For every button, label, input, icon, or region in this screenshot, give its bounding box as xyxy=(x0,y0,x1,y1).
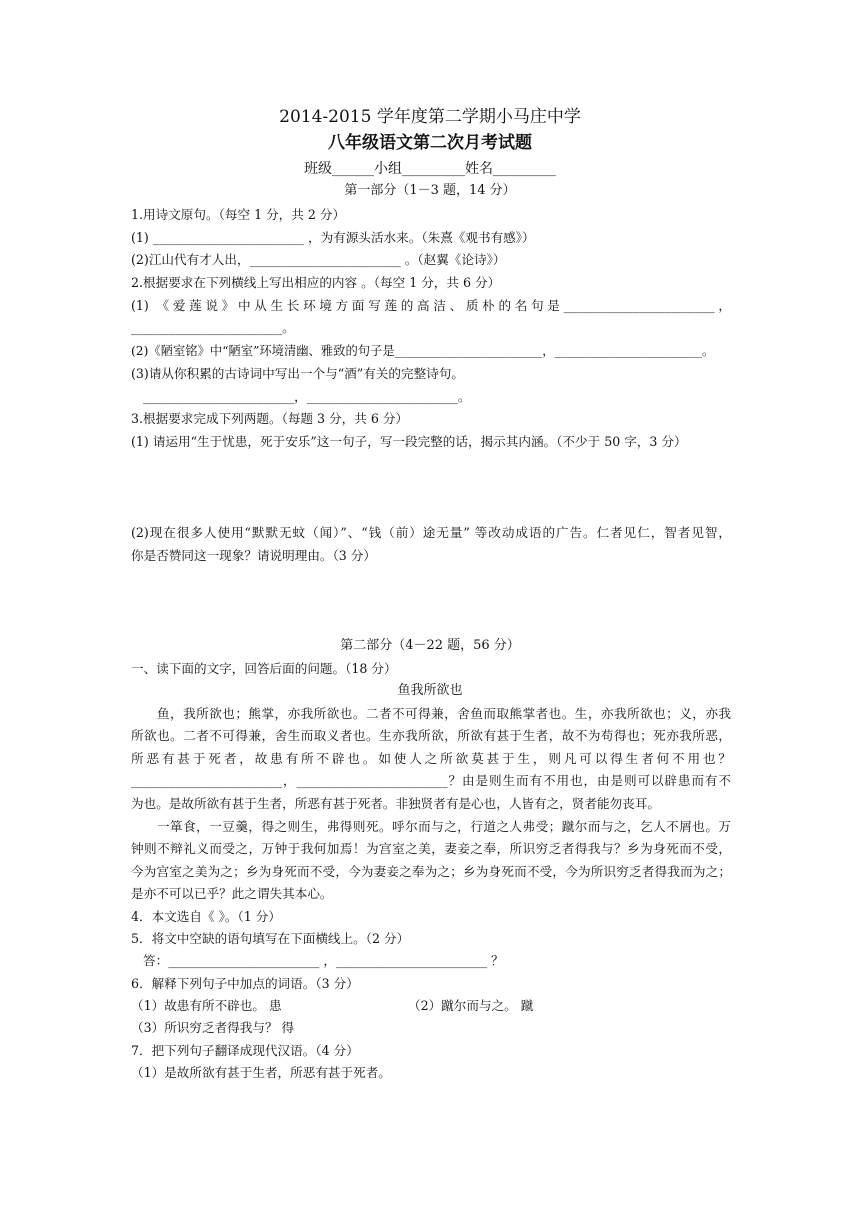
passage-line: ________________________，________________________？由是则生而有不用也，由是则可以辟患而有不 xyxy=(131,773,731,788)
question-2-1: (1) 《爱莲说》中从生长环境方面写莲的高洁、质朴的名句是________________________， xyxy=(131,298,731,313)
question-5: 5．将文中空缺的语句填写在下面横线上。（2 分） xyxy=(131,931,410,946)
question-2-3: (3)请从你积累的古诗词中写出一个与“酒”有关的完整诗句。 xyxy=(131,366,464,381)
question-1-1: (1) ________________________ ，为有源头活水来。（朱熹《观书有感》） xyxy=(131,230,535,245)
question-3-2: (2)现在很多人使用“默默无蚊（闻）”、“钱（前）途无量” 等改动成语的广告。仁者见仁，智者见智， xyxy=(131,525,731,540)
passage-line: 为也。是故所欲有甚于生者，所恶有甚于死者。非独贤者有是心也，人皆有之，贤者能勿丧耳。 xyxy=(131,796,660,811)
part1-heading: 第一部分（1－3 题，14 分） xyxy=(344,183,516,198)
reading-intro: 一、读下面的文字，回答后面的问题。（18 分） xyxy=(131,661,397,676)
passage-line: 所欲也。二者不可得兼，舍生而取义者也。生亦我所欲，所欲有甚于生者，故不为苟得也；死亦我所恶， xyxy=(131,728,731,743)
question-3-2-continued: 你是否赞同这一现象？请说明理由。（3 分） xyxy=(131,548,376,563)
question-6-2: （2）蹴尔而与之。 蹴 xyxy=(408,998,534,1013)
school-title: 2014-2015 学年度第二学期小马庄中学 xyxy=(279,107,581,127)
question-2-3-blanks: ________________________，________________________。 xyxy=(143,389,471,404)
question-1-2: (2)江山代有才人出，________________________ 。（赵翼《论诗》） xyxy=(131,252,506,267)
question-3: 3.根据要求完成下列两题。（每题 3 分，共 6 分） xyxy=(131,411,409,426)
part2-heading: 第二部分（4－22 题，56 分） xyxy=(340,638,520,653)
question-5-answer: 答：________________________ ，________________________ ？ xyxy=(143,953,504,968)
question-3-1: (1) 请运用“生于忧患，死于安乐”这一句子，写一段完整的话，揭示其内涵。（不少于 50 字，3 分） xyxy=(131,434,687,449)
passage-line: 所恶有甚于死者，故患有所不辟也。如使人之所欲莫甚于生，则凡可以得生者何不用也？ xyxy=(131,751,731,766)
question-6-1: （1）故患有所不辟也。 患 xyxy=(131,998,282,1013)
passage-line: 钟则不辩礼义而受之，万钟于我何加焉！为宫室之美，妻妾之奉，所识穷乏者得我与？乡为身死而不受， xyxy=(131,841,731,856)
exam-title: 八年级语文第二次月考试题 xyxy=(328,133,532,153)
question-6: 6．解释下列句子中加点的词语。（3 分） xyxy=(131,976,359,991)
passage-line: 是亦不可以已乎？此之谓失其本心。 xyxy=(131,886,333,901)
question-4: 4．本文选自《 》。（1 分） xyxy=(131,909,281,924)
question-1: 1.用诗文原句。（每空 1 分，共 2 分） xyxy=(131,207,346,222)
question-2-1-continued: ________________________。 xyxy=(131,320,295,335)
question-7: 7．把下列句子翻译成现代汉语。（4 分） xyxy=(131,1043,359,1058)
question-2-2: (2)《陋室铭》中“陋室”环境清幽、雅致的句子是________________________，________________________。 xyxy=(131,344,715,358)
question-2: 2.根据要求在下列横线上写出相应的内容 。（每空 1 分，共 6 分） xyxy=(131,275,501,290)
student-info-line: 班级______小组_________姓名_________ xyxy=(304,161,556,177)
question-7-1: （1）是故所欲有甚于生者，所恶有甚于死者。 xyxy=(131,1065,391,1080)
passage-title: 鱼我所欲也 xyxy=(397,683,463,698)
passage-line: 一箪食，一豆羹，得之则生，弗得则死。呼尔而与之，行道之人弗受；蹴尔而与之，乞人不屑也。万 xyxy=(157,819,731,834)
passage-line: 今为宫室之美为之；乡为身死而不受，今为妻妾之奉为之；乡为身死而不受，今为所识穷乏者得我而为之； xyxy=(131,864,731,879)
question-6-3: （3）所识穷乏者得我与？ 得 xyxy=(131,1020,295,1035)
passage-line: 鱼，我所欲也；熊掌，亦我所欲也。二者不可得兼，舍鱼而取熊掌者也。生，亦我所欲也；义，亦我 xyxy=(157,706,731,721)
